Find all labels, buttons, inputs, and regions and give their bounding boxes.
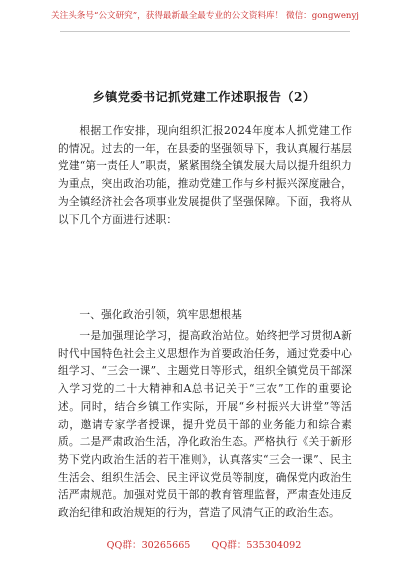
footer — [0, 539, 408, 552]
body-paragraph: 根据工作安排，现向组织汇报2024年度本人抓党建工作的情况。过去的一年，在县委的坚强领导下，我认真履行基层党建“第一责任人”职责，紧紧围绕全镇发展大局以提升组织力为重点，突出政治功能，推动党建工作与乡村振兴深度融合，为全镇经济社会各项事业发展提供了坚强保障。下面，我将从以下几个方面进行述职： — [58, 124, 352, 226]
header-divider — [60, 31, 350, 32]
section-heading: 一、强化政治引领，筑牢思想根基 — [79, 308, 242, 321]
body-paragraph: 一是加强理论学习，提高政治站位。始终把学习贯彻A新时代中国特色社会主义思想作为首要政治任务，通过党委中心组学习、“三会一课”、主题党日等形式，组织全镇党员干部深入学习党的二十大精神和A总书记关于“三农”工作的重要论述。同时，结合乡镇工作实际，开展“乡村振兴大讲堂”等活动，邀请专家学者授课，提升党员干部的业务能力和综合素质。二是严肃政治生活，净化政治生态。严格执行《关于新形势下党内政治生活的若干准则》，认真落实“三会一课”、民主生活会、组织生活会、民主评议党员等制度，确保党内政治生活严肃规范。加强对党员干部的教育管理监督，严肃查处违反政治纪律和政治规矩的行为，营造了风清气正的政治生态。 — [58, 329, 352, 520]
footer-qq-group-2: QQ群：535304092 — [211, 540, 302, 551]
document-title: 乡镇党委书记抓党建工作述职报告（2） — [92, 90, 316, 104]
footer-qq-group-1: QQ群：30265665 — [106, 540, 191, 551]
header-banner: 关注头条号“公文研究”，获得最新最全最专业的公文资料库！ 微信：gongwenyj — [51, 11, 359, 21]
